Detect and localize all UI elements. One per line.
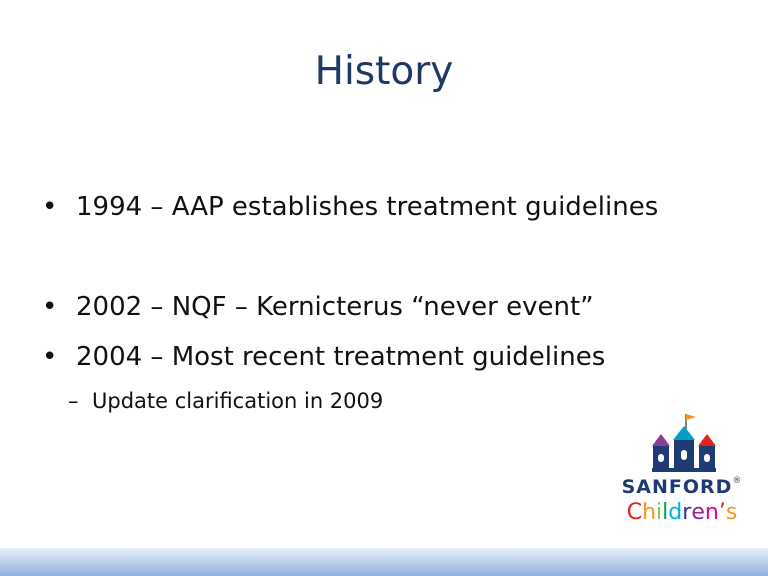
sub-bullet-marker: – — [68, 389, 79, 413]
bullet-item — [42, 190, 658, 224]
bullet-marker: • — [42, 292, 58, 322]
logo-letter: s — [725, 500, 738, 525]
logo-letter: i — [656, 500, 663, 525]
sanford-childrens-logo — [612, 412, 752, 532]
bullet-marker: • — [42, 192, 58, 222]
sub-bullet-text: Update clarification in 2009 — [92, 389, 384, 413]
slide-title: History — [314, 49, 454, 94]
logo-letter: l — [662, 500, 669, 525]
logo-brand-name: SANFORD — [621, 476, 733, 498]
logo-childrens-text — [612, 500, 752, 525]
logo-letter: C — [626, 500, 643, 525]
registered-mark: ® — [732, 476, 743, 486]
bullet-marker: • — [42, 342, 58, 372]
castle-icon — [612, 412, 752, 474]
logo-letter: r — [682, 500, 692, 525]
logo-letter: n — [704, 500, 719, 525]
logo-brand-text — [612, 476, 752, 498]
logo-letter: h — [642, 500, 657, 525]
logo-letter: ’ — [718, 500, 726, 525]
bullet-text: 2004 – Most recent treatment guidelines — [76, 342, 606, 372]
sub-bullet — [68, 386, 383, 416]
footer-gradient-band — [0, 548, 768, 576]
bullet-text: 1994 – AAP establishes treatment guidelines — [76, 192, 659, 222]
bullet-item — [42, 340, 605, 374]
bullet-item — [42, 290, 594, 324]
logo-letter: e — [691, 500, 705, 525]
bullet-text: 2002 – NQF – Kernicterus “never event” — [76, 292, 594, 322]
logo-letter: d — [668, 500, 683, 525]
